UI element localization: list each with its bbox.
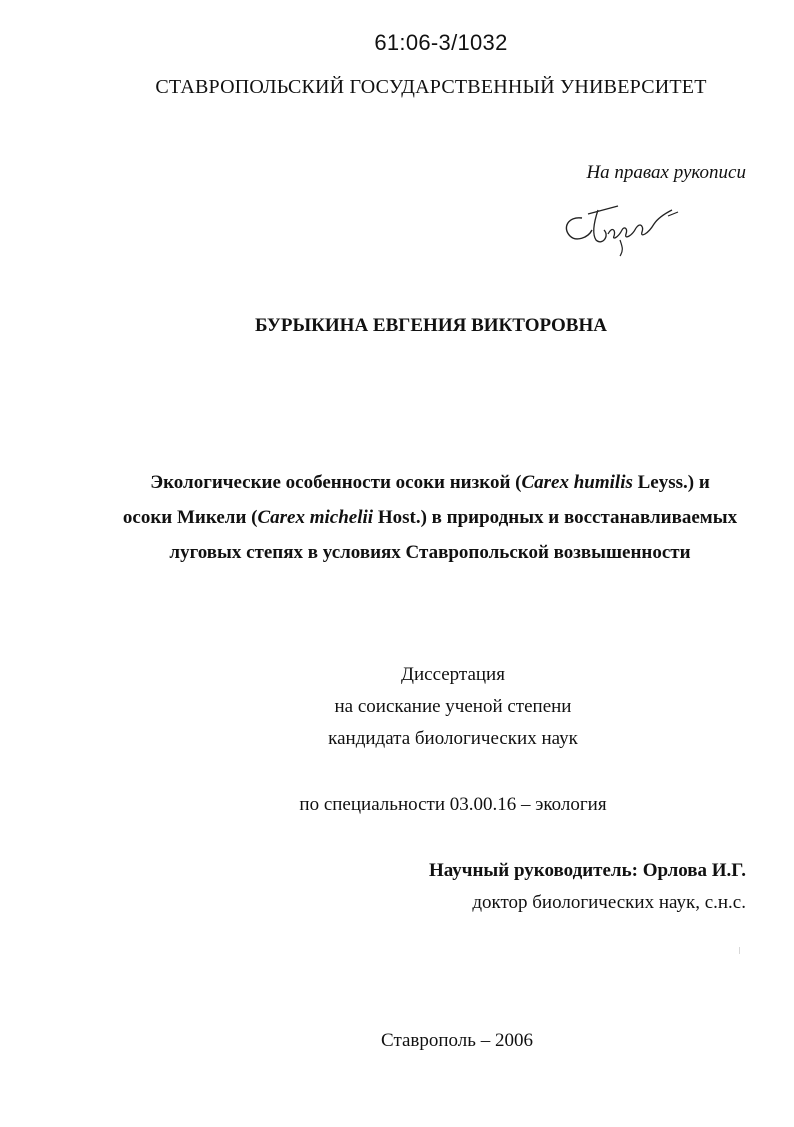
city-year: Ставрополь – 2006 [381,1030,533,1051]
degree-purpose: на соискание ученой степени [334,696,572,717]
author-name: БУРЫКИНА ЕВГЕНИЯ ВИКТОРОВНА [255,315,607,336]
title-line-1: Экологические особенности осоки низкой (Carex humilis Leyss.) и [150,472,710,493]
degree-name: кандидата биологических наук [328,728,578,749]
supervisor-name: Научный руководитель: Орлова И.Г. [428,860,746,881]
title-line-3: луговых степях в условиях Ставропольской возвышенности [169,542,691,563]
dissertation-label: Диссертация [401,664,505,685]
scan-speck [739,947,740,954]
catalog-number: 61:06-3/1032 [374,30,508,55]
dissertation-title [110,465,750,570]
signature-icon [558,200,688,260]
specialty: по специальности 03.00.16 – экология [299,794,607,815]
manuscript-rights-note: На правах рукописи [586,162,746,183]
university-name: СТАВРОПОЛЬСКИЙ ГОСУДАРСТВЕННЫЙ УНИВЕРСИТЕТ [155,76,707,98]
supervisor-degree: доктор биологических наук, с.н.с. [472,892,746,913]
title-line-2: осоки Микели (Carex michelii Host.) в природных и восстанавливаемых [122,507,738,528]
